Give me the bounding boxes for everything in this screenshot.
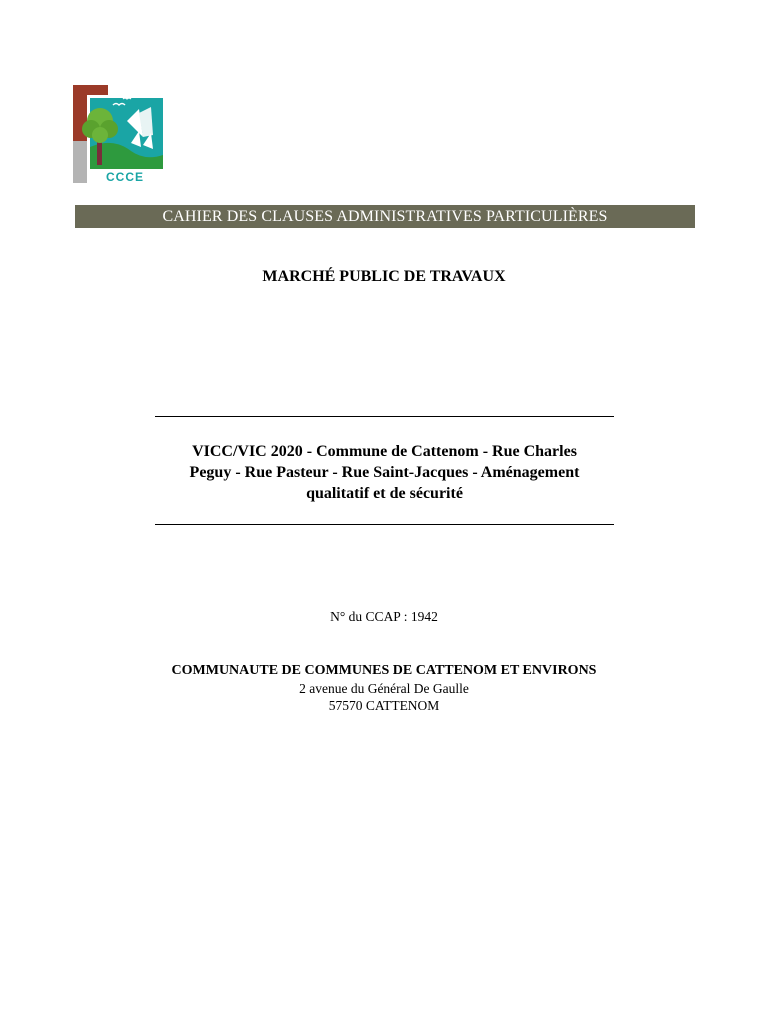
document-title: CAHIER DES CLAUSES ADMINISTRATIVES PARTICULIÈRES — [162, 207, 608, 225]
organization-city: 57570 CATTENOM — [328, 698, 440, 713]
ccce-logo — [73, 85, 165, 183]
organization-block — [0, 662, 768, 714]
contract-object-line-3: qualitatif et de sécurité — [306, 485, 463, 502]
organization-address: 2 avenue du Général De Gaulle — [299, 681, 469, 696]
contract-object — [155, 441, 614, 504]
ccce-logo-graphic — [73, 85, 165, 183]
bottom-divider — [155, 524, 614, 525]
svg-text:CCCE: CCCE — [105, 170, 145, 183]
document-subtitle: MARCHÉ PUBLIC DE TRAVAUX — [262, 268, 506, 285]
contract-object-line-2: Peguy - Rue Pasteur - Rue Saint-Jacques - Aménagement — [189, 464, 580, 481]
ccap-number: N° du CCAP : 1942 — [330, 609, 438, 624]
top-divider — [155, 416, 614, 417]
contract-object-line-1: VICC/VIC 2020 - Commune de Cattenom - Rue Charles — [192, 443, 577, 460]
organization-name: COMMUNAUTE DE COMMUNES DE CATTENOM ET ENVIRONS — [171, 663, 597, 678]
title-banner — [75, 205, 695, 228]
